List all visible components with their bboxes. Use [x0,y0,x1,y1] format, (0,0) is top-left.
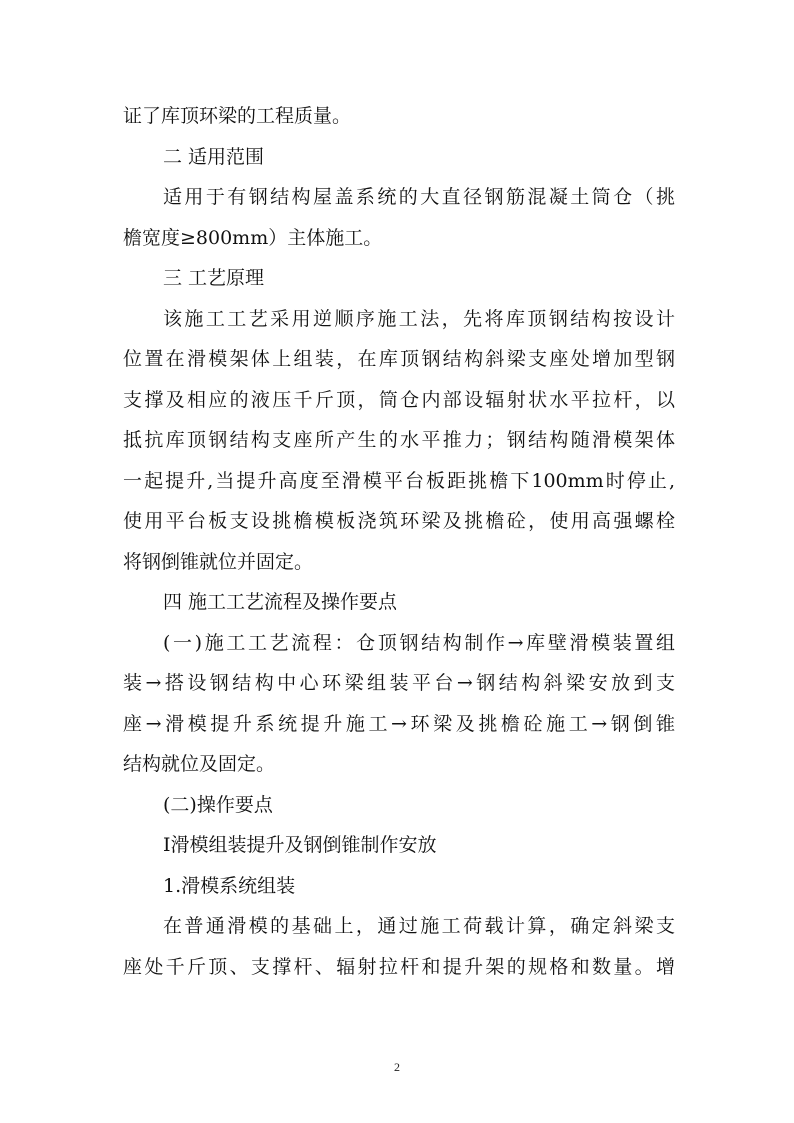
paragraph-line: 该施工工艺采用逆顺序施工法，先将库顶钢结构按设计 [163,307,675,330]
paragraph-line: (一)施工工艺流程：仓顶钢结构制作→库壁滑模装置组 [163,631,675,654]
paragraph-line: 将钢倒锥就位并固定。 [123,550,314,573]
paragraph-line: 支撑及相应的液压千斤顶，筒仓内部设辐射状水平拉杆，以 [123,388,675,411]
paragraph-line: 一起提升,当提升高度至滑模平台板距挑檐下100mm时停止, [123,469,675,492]
paragraph-line: 适用于有钢结构屋盖系统的大直径钢筋混凝土筒仓（挑 [163,186,675,208]
page-number: 2 [394,1060,400,1074]
paragraph-line: 证了库顶环梁的工程质量。 [123,105,352,127]
section-heading-scope: 二 适用范围 [163,145,265,168]
paragraph-line: 结构就位及固定。 [123,753,276,775]
paragraph-line: 使用平台板支设挑檐模板浇筑环梁及挑檐砼，使用高强螺栓 [123,510,675,532]
subheading-slipform-assembly: Ⅰ滑模组装提升及钢倒锥制作安放 [163,834,437,856]
paragraph-line: 抵抗库顶钢结构支座所产生的水平推力；钢结构随滑模架体 [123,429,675,451]
paragraph-line: 在普通滑模的基础上，通过施工荷载计算，确定斜梁支 [163,915,675,937]
subheading-system-assembly: 1.滑模系统组装 [163,874,296,897]
paragraph-line: 座处千斤顶、支撑杆、辐射拉杆和提升架的规格和数量。增 [123,955,675,978]
section-heading-process: 四 施工工艺流程及操作要点 [163,591,398,613]
paragraph-line: 檐宽度≥800mm）主体施工。 [123,226,383,249]
paragraph-line: 位置在滑模架体上组装，在库顶钢结构斜梁支座处增加型钢 [123,348,675,370]
body-text [123,96,675,987]
subheading-operation-points: (二)操作要点 [163,793,273,816]
paragraph-line: 装→搭设钢结构中心环梁组装平台→钢结构斜梁安放到支 [123,672,675,694]
section-heading-principle: 三 工艺原理 [163,267,265,289]
paragraph-line: 座→滑模提升系统提升施工→环梁及挑檐砼施工→钢倒锥 [123,712,675,735]
